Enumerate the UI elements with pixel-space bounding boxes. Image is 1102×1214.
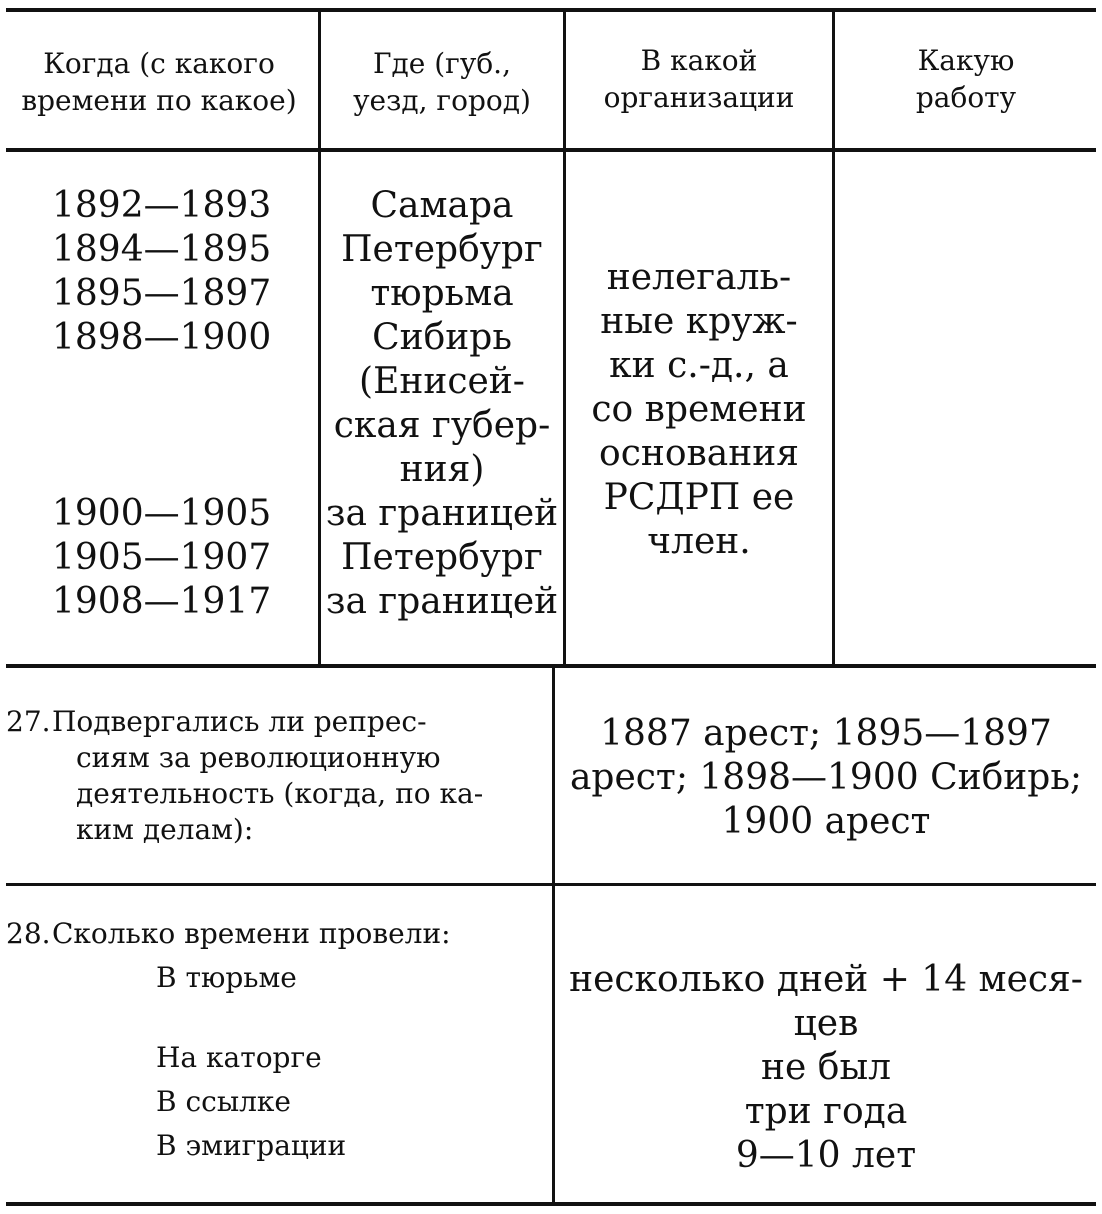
place: ская губер- [333,405,551,446]
places-column [321,184,563,624]
q28-answer-line: 9—10 лет [735,1135,917,1176]
q27-answer-line: 1887 арест; 1895—1897 [600,713,1052,754]
header-where [321,45,563,119]
history-bottom-rule [6,664,1096,668]
q27-divider [552,668,555,883]
q27-line-3: деятельность (когда, по ка- [76,777,484,810]
period: 1895—1897 [52,273,272,314]
place: Сибирь [372,317,512,358]
period: 1894—1895 [52,229,272,270]
q28-question [6,916,546,1164]
header-bottom-rule [6,148,1096,152]
organization-line: основания [599,433,799,474]
organization-line: РСДРП ее [603,477,795,518]
period: 1908—1917 [52,581,272,622]
place: за границей [325,581,559,622]
place: Самара [370,185,514,226]
header-when-line2: времени по какое) [21,84,297,117]
q28-item-katorga: На каторге [156,1041,322,1074]
q27-text: Подвергались ли репрес- [52,705,427,738]
q28-answer-line: цев [793,1003,859,1044]
q28-item-emigration: В эмиграции [156,1129,347,1162]
place: Петербург [341,229,543,270]
bottom-rule [6,1202,1096,1206]
header-work [835,42,1097,116]
q28-text: Сколько времени провели: [52,917,451,950]
place: за границей [325,493,559,534]
q28-answer-line: три года [744,1091,908,1132]
organization-line: со времени [591,389,807,430]
q28-answers [556,958,1096,1178]
place: тюрьма [370,273,514,314]
q27-line-1 [6,704,536,740]
top-rule [6,8,1096,12]
header-org-line2: организации [603,81,795,114]
organization-line: нелегаль- [606,257,792,298]
place: (Енисей- [359,361,525,402]
periods-column [52,184,312,624]
q27-bottom-rule [6,883,1096,886]
q28-answer-line: не был [761,1047,891,1088]
q28-item-exile: В ссылке [156,1085,291,1118]
q28-divider [552,886,555,1202]
q27-line-2: сиям за революционную [76,741,441,774]
header-where-line1: Где (губ., [373,47,511,80]
organization-line: ки с.-д., а [609,345,789,386]
q27-answer [556,712,1096,844]
header-where-line2: уезд, город) [353,84,531,117]
q27-line-4: ким делам): [76,813,254,846]
q28-line-1 [6,916,546,952]
q27-answer-line: арест; 1898—1900 Сибирь; [569,757,1083,798]
organization-line: ные круж- [600,301,798,342]
place: ния) [399,449,485,490]
header-org-line1: В какой [640,44,758,77]
period: 1892—1893 [52,185,272,226]
period: 1898—1900 [52,317,272,358]
q28-item-prison: В тюрьме [156,961,297,994]
organization-column [566,256,832,564]
header-when [0,45,318,119]
q27-answer-line: 1900 арест [721,801,931,842]
place: Петербург [341,537,543,578]
period: 1905—1907 [52,537,272,578]
organization-line: член. [647,521,751,562]
q27-number: 27. [6,705,51,738]
header-organization [566,42,832,116]
period: 1900—1905 [52,493,272,534]
header-work-line2: работу [915,81,1017,114]
q28-answer-line: несколько дней + 14 меся- [569,959,1083,1000]
q27-question [6,704,536,848]
header-when-line1: Когда (с какого [43,47,275,80]
header-work-line1: Какую [917,44,1015,77]
q28-number: 28. [6,917,51,950]
